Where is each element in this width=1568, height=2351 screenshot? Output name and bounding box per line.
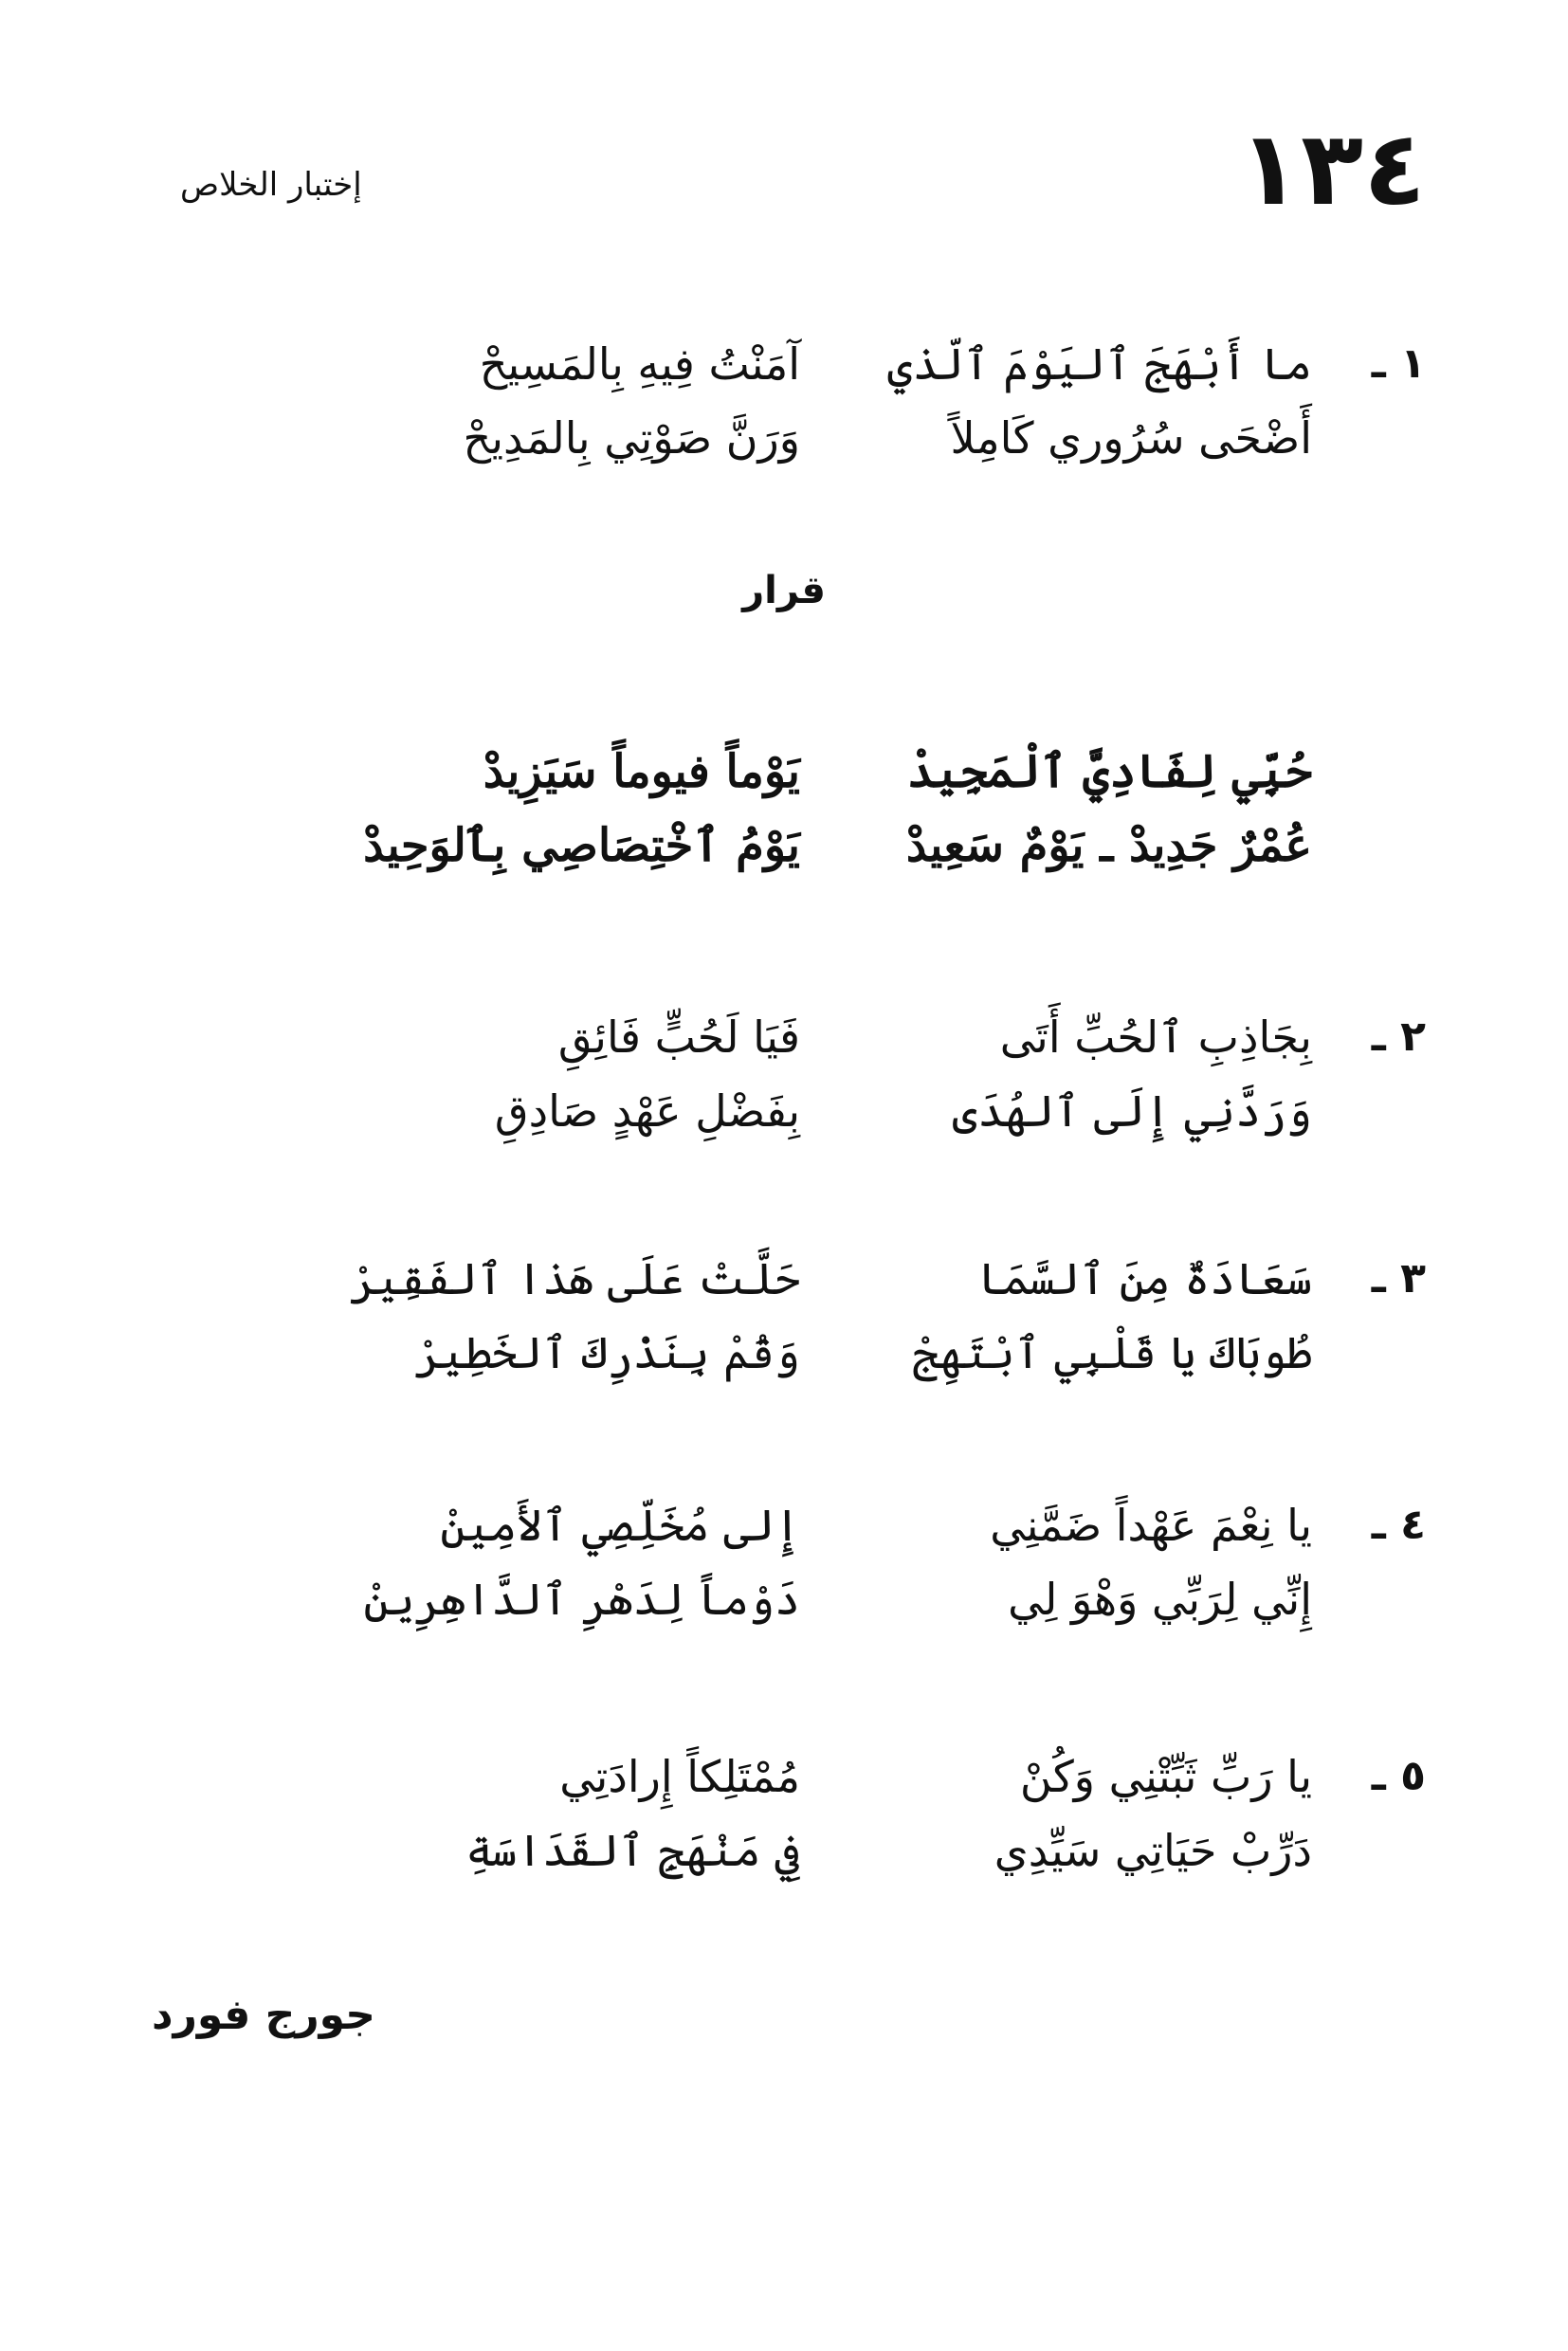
verse-line bbox=[146, 1488, 1426, 1562]
chorus-line bbox=[146, 735, 1426, 809]
verse-number: ٤ ـ bbox=[1371, 1501, 1426, 1549]
verse-line bbox=[146, 1242, 1426, 1316]
second-hemistich: حَلَّتْ عَلَى هَذا ٱلفَقِيرْ bbox=[349, 1253, 800, 1304]
verse-line bbox=[146, 1074, 1426, 1148]
verse-1 bbox=[146, 327, 1426, 475]
second-hemistich: إِلى مُخَلِّصِي ٱلأَمِينْ bbox=[440, 1500, 800, 1551]
verse-2 bbox=[146, 1000, 1426, 1148]
first-hemistich: عُمْرٌ جَدِيدْ ـ يَوْمٌ سَعِيدْ bbox=[905, 819, 1312, 872]
second-hemistich: آمَنْتُ فِيهِ بِالمَسِيحْ bbox=[479, 338, 800, 390]
verse-3 bbox=[146, 1242, 1426, 1390]
second-hemistich: فَيَا لَحُبٍّ فَائِقِ bbox=[557, 1011, 800, 1063]
second-hemistich: وَرَنَّ صَوْتِي بِالمَدِيحْ bbox=[463, 412, 800, 464]
second-hemistich: دَوْماً لِدَهْرِ ٱلدَّاهِرِينْ bbox=[363, 1574, 800, 1625]
first-hemistich: يا رَبِّ ثَبِّتْنِي وَكُنْ bbox=[1019, 1751, 1312, 1802]
first-hemistich: أَضْحَى سُرُوري كَامِلاً bbox=[950, 412, 1312, 464]
verse-line bbox=[146, 327, 1426, 401]
first-hemistich: سَعَادَةٌ مِنَ ٱلسَّمَا bbox=[977, 1253, 1312, 1304]
verse-number: ٥ ـ bbox=[1371, 1752, 1426, 1800]
first-hemistich: ما أَبْهَجَ ٱليَوْمَ ٱلّذي bbox=[886, 338, 1312, 390]
first-hemistich: طُوبَاكَ يا قَلْبِي ٱبْتَهِجْ bbox=[912, 1327, 1312, 1378]
verse-number: ٢ ـ bbox=[1371, 1012, 1426, 1061]
verse-5 bbox=[146, 1740, 1426, 1887]
verse-4 bbox=[146, 1488, 1426, 1636]
verse-line bbox=[146, 1000, 1426, 1074]
first-hemistich: بِجَاذِبِ ٱلحُبِّ أَتَى bbox=[999, 1011, 1312, 1063]
author-name: جورج فورد bbox=[152, 1991, 375, 2039]
verse-number: ١ ـ bbox=[1371, 339, 1426, 388]
second-hemistich: فِي مَنْهَجِ ٱلقَدَاسَةِ bbox=[465, 1825, 800, 1876]
verse-number: ٣ ـ bbox=[1371, 1254, 1426, 1303]
second-hemistich: يَوْماً فيوماً سَيَزِيدْ bbox=[483, 745, 800, 798]
second-hemistich: يَوْمُ ٱخْتِصَاصِي بِٱلوَحِيدْ bbox=[363, 819, 800, 872]
first-hemistich: يا نِعْمَ عَهْداً ضَمَّنِي bbox=[990, 1500, 1312, 1551]
first-hemistich: حُبِّي لِفَادِيَّ ٱلْمَجِيدْ bbox=[906, 745, 1312, 798]
second-hemistich: وَقُمْ بِنَذْرِكَ ٱلخَطِيرْ bbox=[414, 1327, 800, 1378]
chorus-line bbox=[146, 809, 1426, 883]
verse-line bbox=[146, 1562, 1426, 1636]
first-hemistich: إِنِّي لِرَبِّي وَهْوَ لِي bbox=[1008, 1574, 1312, 1625]
verse-line bbox=[146, 1316, 1426, 1390]
first-hemistich: وَرَدَّنِي إِلَى ٱلهُدَى bbox=[952, 1085, 1312, 1137]
chorus bbox=[146, 735, 1426, 883]
chorus-heading: قرار bbox=[742, 569, 826, 612]
second-hemistich: بِفَضْلِ عَهْدٍ صَادِقِ bbox=[494, 1085, 800, 1137]
hymn-number: ١٣٤ bbox=[1238, 110, 1426, 228]
first-hemistich: دَرِّبْ حَيَاتِي سَيِّدِي bbox=[994, 1825, 1312, 1876]
verse-line bbox=[146, 1813, 1426, 1887]
second-hemistich: مُمْتَلِكاً إِرادَتِي bbox=[559, 1751, 800, 1802]
verse-line bbox=[146, 1740, 1426, 1813]
verse-line bbox=[146, 401, 1426, 475]
book-title: إختبار الخلاص bbox=[180, 166, 362, 204]
